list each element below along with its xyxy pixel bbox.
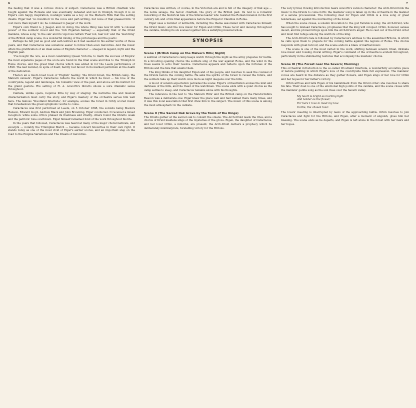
column-1 [8,7,135,137]
col3-paragraph: When the scene closes, a solemn invocation to the god Taranis is sung; the Arch-Druid, who has sought to mislead Caractacus, prophesies that the king will conquer. Orbin, however, senses deceit, and his protest brings upon him the Arch-Druid's anger. He is cast out of the Druid order and must find refuge among the warriors of the king. [281,21,409,36]
scene-1-paragraph: The king thinks of his daughter Eigen and of his people, and resolves to seek the counsel of the Druids before the coming battle. He asks the spirits of the forest to reveal the future, and the soldiers take up their watch once more as night deepens over the hills. [144,70,272,82]
song-line: For here I rove to meet my love [297,102,339,106]
col1-paragraph: 'I've bought the 'ere, as a most celebrating Queen Victoria, to mark the success of Empire' the most expansive pages of the score are found in the final scene and thus to the Triumph in Rome chorus, and the great final chorus which was added in for the Leeds performance of 1898. The last number, in spite of itself, hardly lost favour in its marked patriotism at the death of the dedication. [8,55,135,73]
scene-1-paragraph: The reference in the text to 'the Malvern Hills' and the British camp on the Herefordshire Beacon was a deliberate one: Elgar knew the place well and had walked there many times, and it was this local association that first drew him to the subject. The music of this scene is among the most atmospheric in the cantata. [144,92,272,107]
synopsis-heading: SYNOPSIS [144,36,272,48]
scene-1-paragraph: A sentinel of Caractacus's camp keeps watch through the night as the army prepares for battle. In a brooding opening chorus the soldiers sing of the war against Rome, and the wind in the trees seems to echo their resolve. Caractacus appears and reflects upon the fortunes of the Britons and the fate that awaits them. [144,55,272,70]
song-line: In this, the chosen hour. [297,105,329,109]
scene-2-paragraph: The Druids gather at the sacred oak to consult the omens. The Arch-Druid leads the rites, and a chorus of Druid maidens sings of the mysteries of the grove. Eigen, the daughter of Caractacus, and her lover Orbin, a minstrel, are present; the Arch-Druid delivers a prophecy which he deliberately misinterprets, foretelling victory for the Britons. [144,115,272,130]
page-number-left: 6 [8,1,11,5]
col1-paragraph: Elgar's own friend A. J. Jaeger, and, in doing, the whole thing was now lit with 'a colossal power' of the soldiers' mood and the 'rich Elgarian fantasy' — especially that of the Druid maidens, whose song 'to the oak' and its vigorous refrain 'Fear not, fear not' and the 'marching' of the British camp scene, in a wonderful mixing of the picturesque and the poetic. [8,25,135,40]
col3-closing-paragraph: The lovers' meeting is interrupted by news of the approaching battle. Orbin resolves to join Caractacus and fight for the Britons, and Eigen, after a moment of anguish, gives him her blessing. The scene ends as he departs, and Eigen is left alone in the forest with her fears and her hopes. [281,111,409,126]
scene-3-paragraph: This orchestral introduction is the so-called Woodland Interlude, a wonderfully evocative piece of nature painting in which Elgar's love of the countryside finds full expression. The maidens' voices are heard in the distance as they gather flowers, and Eigen sings of her love for Orbin and her hopes for her father's victory. [281,66,409,81]
col2-paragraph: Elgar uses a number of leitmotifs, including the theme associated with Caractacus himself, the Druid music, and the love music for Eigen and Orbin. These recur and develop throughout the cantata, binding its six scenes together into a satisfying musical whole. [144,21,272,33]
song-line: And tender as the flower; [297,98,331,102]
col1-paragraph: Cantata, unlike opera, requires little by way of staging; the narrative line and musical characterisation must carry the story, and Elgar's mastery of the orchestra serves him well here. The famous 'Woodland Interlude', for example, evokes the forest in richly scored music that foreshadows the great symphonic works to come. [8,92,135,107]
col3-paragraph: The scene is one of the most varied in the work, shifting between solemn ritual, intimate love music and rousing choral writing. Elgar's command of the orchestra is evident throughout, particularly in the shimmering textures that accompany the maidens' chorus. [281,47,409,59]
col1-paragraph: Perhaps he felt just as good and self-centred as it had seemed in his earlier works of those years, and that Caractacus was somehow easier to follow than even Gerontius. And the music offers the gratification of an ideal sense of English character — steeped in legend, myth and the English past. [8,40,135,55]
col2-paragraph: Caractacus was written, of course, in the Victorian era and is full of the imagery of that age — the noble savage, the heroic chieftain, the glory of the British past. Its text is a romantic reworking of the historical tale of the Silures leader who resisted the Roman invasion in the first century AD, and of his final appearance before the Emperor Claudius in Rome. [144,7,272,22]
col1-paragraph: Caractacus was first performed at Leeds, on 5 October 1898, the soloists being Medora Henson, Edward Lloyd, Andrew Black and John Browning, Elgar conducted. It received a mixed reception: while some critics praised its freshness and vitality, others found the libretto weak and the patriotic tone overblown. Elgar himself remained fond of the work throughout his life. [8,106,135,122]
col1-paragraph: In the years that followed, Caractacus was heard at many of the major choral festivals, and excerpts — notably the Triumphal March — became concert favourites in their own right. It stands today as one of the most vivid of Elgar's earlier scores, and an important step on the road to the Enigma Variations and The Dream of Gerontius. [8,121,135,136]
page-number-right: 7 [405,1,408,5]
column-3 [281,7,409,126]
scene-3-heading: Scene III (The Forest near the Severn; Morning) [281,61,359,66]
song-line: My heart is bright as morning light [297,94,344,98]
col3-paragraph: The Arch-Druid's tale is followed by Caractacus's address to the assembled Britons, in which he calls upon them to prepare for the coming battle against the legions of Rome. The chorus responds with great fervour, and the scene ends in a blaze of martial music. [281,36,409,48]
col1-paragraph: the feeling that it was a curious choice of subject. Caractacus was a British chieftain who fought against the Romans and was eventually defeated and led in triumph, though it is on Elgar's own happy inspiration, nostalgic walks as a boy on the Malvern Hills that the setting dwells. Elgar had 'no invention' in the voice and part-writing, but none of that pleased him: 'it cost more than myself I do; he confessed to Jaeger of the work. [8,7,135,25]
scene-1-heading: Scene I (British Camp on the Malvern Hills; Night) [144,50,226,55]
song-verse [297,95,409,110]
scene-2-heading: Scene II (The Sacred Oak Grove by the Tomb of the Kings) [144,110,239,115]
scene-3-paragraph: Orbin arrives and tells Eigen of his banishment from the Druid order; she resolves to share his fate. Their duet is one of the emotional high points of the cantata, and the scene closes with the maidens' gentle song as the sun rises over the Severn valley. [281,81,409,92]
scene-1-paragraph: A mood of solemn expectation pervades the scene; Elgar's orchestration evokes the mist and darkness of the hills, and the tread of the watchmen. The scene ends with a quiet chorus as the camp settles to sleep, and Caractacus remains alone with his thoughts. [144,81,272,93]
col3-paragraph: The very lyrical, flowing introduction bears Acworth's version character: the Arch-Druid bids the music to the Druids to come forth; the maidens' song is taken up in the orchestra in the manner of a serene processional. The following duet for Eigen and Orbin is a love song of great tenderness, set against the murmuring of the forest. [281,7,409,22]
column-2 [144,7,272,130]
col1-paragraph: There's an a much-loved book of 'English' feeling: 'the Druid forest, the British camp, the Malvern sunsets'. Elgar's Caractacus reflects the world in which he lived — his love of the countryside, legend and landscape, his romantic view of the past, and above all his instinct for the grand gesture. His setting of H. A. Acworth's libretto shows a sure dramatic sense throughout. [8,73,135,92]
